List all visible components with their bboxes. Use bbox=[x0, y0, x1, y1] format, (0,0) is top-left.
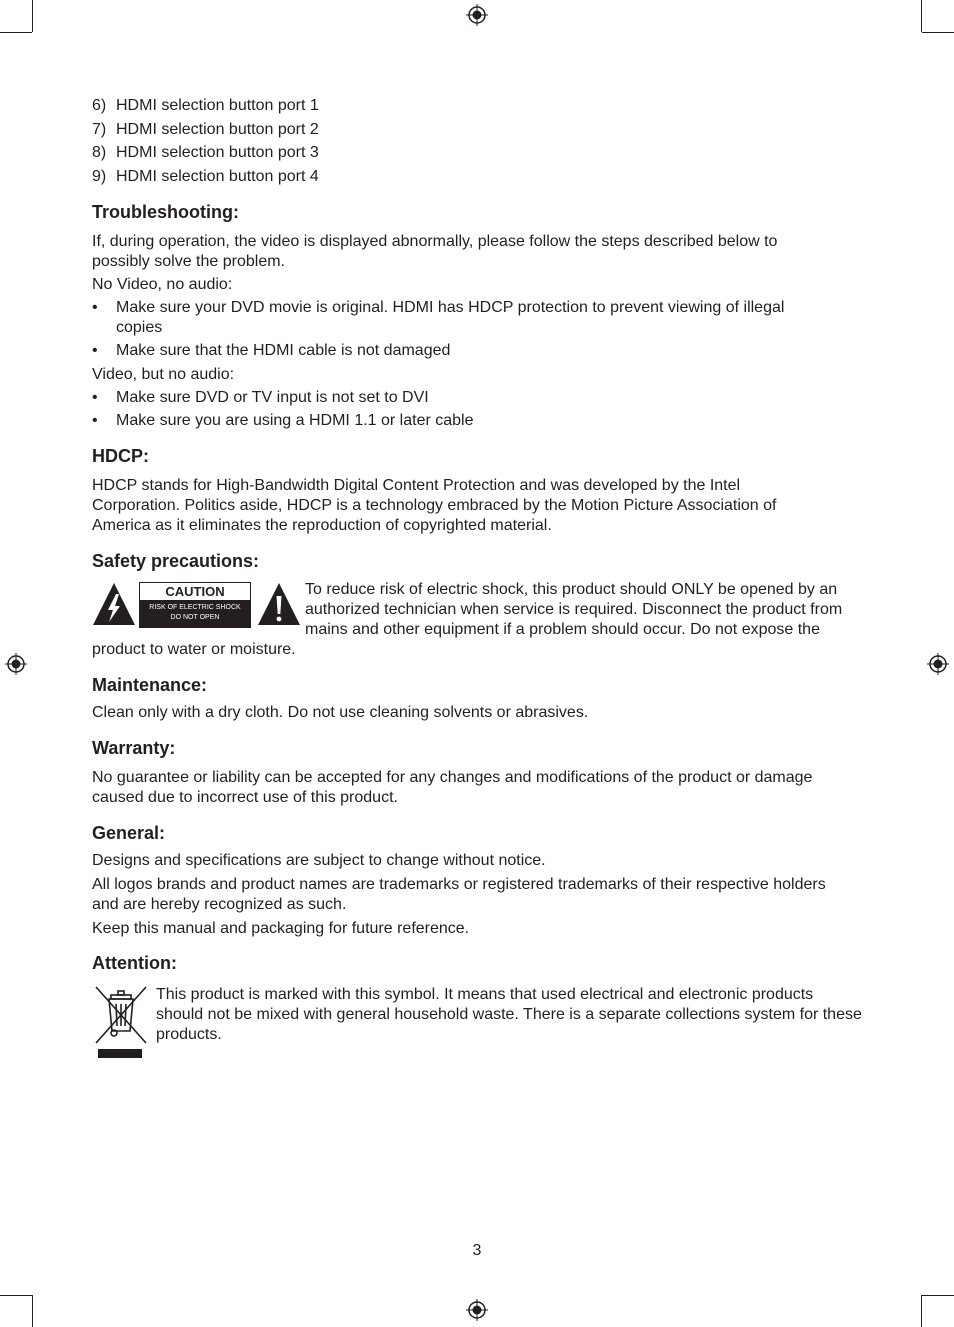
attention-text: This product is marked with this symbol. It means that used electrical and electronic products should not be mixed with general household waste. There is a separate collections system for these products. bbox=[156, 986, 862, 1043]
list-item-number: 9) bbox=[92, 167, 107, 185]
troubleshooting-case-2: Video, but no audio: bbox=[92, 366, 235, 383]
general-text-1: Designs and specifications are subject to change without notice. bbox=[92, 852, 546, 869]
warning-symbols bbox=[92, 582, 305, 628]
caution-subtitle bbox=[140, 601, 250, 623]
list-item-number: 6) bbox=[92, 97, 107, 114]
warranty-text: No guarantee or liability can be accepted for any changes and modifications of the product or damage caused due to incorrect use of this product. bbox=[92, 769, 813, 806]
caution-line: DO NOT OPEN bbox=[170, 614, 220, 621]
maintenance-text: Clean only with a dry cloth. Do not use cleaning solvents or abrasives. bbox=[92, 704, 589, 721]
maintenance-heading: Maintenance: bbox=[92, 675, 208, 695]
list-item-text: HDMI selection button port 3 bbox=[116, 144, 319, 161]
troubleshooting-heading: Troubleshooting: bbox=[92, 202, 239, 222]
bullet-icon: • bbox=[92, 412, 98, 429]
list-item-text: Make sure that the HDMI cable is not damaged bbox=[116, 342, 451, 359]
list-item-number: 7) bbox=[92, 120, 107, 138]
list-item bbox=[92, 143, 864, 167]
electric-shock-warning-icon bbox=[92, 582, 136, 626]
page-number: 3 bbox=[472, 1242, 482, 1259]
crop-mark-top-left-v bbox=[32, 0, 33, 32]
crop-mark-top-right-v bbox=[921, 0, 922, 32]
bullet-icon: • bbox=[92, 299, 98, 316]
hdcp-heading: HDCP: bbox=[92, 446, 149, 466]
caution-title: CAUTION bbox=[140, 583, 250, 601]
bullet-icon: • bbox=[92, 342, 98, 359]
hdcp-text: HDCP stands for High-Bandwidth Digital Content Protection and was developed by the Intel Corporation. Politics aside, HDCP is a technology embraced by the Motion Picture Association of America as it eliminates the reproduction of copyrighted material. bbox=[92, 477, 777, 534]
list-item bbox=[92, 341, 864, 361]
crop-mark-bottom-left-v bbox=[32, 1295, 33, 1327]
troubleshooting-case-1: No Video, no audio: bbox=[92, 276, 233, 293]
attention-heading: Attention: bbox=[92, 953, 177, 973]
bullet-icon: • bbox=[92, 389, 98, 406]
list-item-text: HDMI selection button port 1 bbox=[116, 97, 319, 114]
registration-mark-icon bbox=[5, 653, 27, 675]
list-item-text: Make sure DVD or TV input is not set to DVI bbox=[116, 389, 429, 406]
list-item-text: Make sure you are using a HDMI 1.1 or later cable bbox=[116, 412, 474, 429]
crop-mark-top-right-h bbox=[922, 32, 954, 33]
warranty-heading: Warranty: bbox=[92, 738, 176, 758]
safety-text: To reduce risk of electric shock, this product should ONLY be opened by an authorized technician when service is required. Disconnect the product from mains and other equipment if a problem should occur. Do not expose the product to water or moisture. bbox=[92, 581, 843, 658]
safety-heading: Safety precautions: bbox=[92, 551, 260, 571]
registration-mark-icon bbox=[466, 4, 488, 26]
registration-mark-icon bbox=[927, 653, 949, 675]
list-item bbox=[92, 120, 864, 144]
troubleshooting-intro: If, during operation, the video is displayed abnormally, please follow the steps described below to possibly solve the problem. bbox=[92, 233, 778, 270]
list-item bbox=[92, 167, 864, 191]
crop-mark-bottom-right-h bbox=[922, 1295, 954, 1296]
registration-mark-icon bbox=[466, 1299, 488, 1321]
list-item bbox=[92, 411, 864, 431]
numbered-list bbox=[92, 96, 864, 190]
list-item bbox=[92, 388, 864, 408]
page-content bbox=[92, 96, 864, 1065]
weee-symbol bbox=[92, 985, 156, 1065]
crossed-out-wheelie-bin-icon bbox=[94, 985, 148, 1061]
list-item-text: HDMI selection button port 2 bbox=[116, 120, 319, 138]
crop-mark-top-left-h bbox=[0, 32, 32, 33]
list-item-text: Make sure your DVD movie is original. HDMI has HDCP protection to prevent viewing of illegal copies bbox=[116, 299, 785, 336]
general-text-3: Keep this manual and packaging for future reference. bbox=[92, 920, 470, 937]
general-heading: General: bbox=[92, 823, 166, 843]
exclamation-warning-icon bbox=[257, 582, 301, 626]
attention-notice bbox=[92, 985, 864, 1045]
list-item bbox=[92, 96, 864, 120]
general-text-2: All logos brands and product names are trademarks or registered trademarks of their respective holders and are hereby recognized as such. bbox=[92, 876, 826, 913]
caution-line: RISK OF ELECTRIC SHOCK bbox=[149, 604, 241, 611]
caution-label bbox=[139, 582, 251, 628]
list-item-number: 8) bbox=[92, 144, 107, 161]
list-item bbox=[92, 298, 864, 338]
list-item-text: HDMI selection button port 4 bbox=[116, 167, 319, 185]
crop-mark-bottom-left-h bbox=[0, 1295, 32, 1296]
crop-mark-bottom-right-v bbox=[921, 1295, 922, 1327]
safety-warning bbox=[92, 580, 864, 660]
